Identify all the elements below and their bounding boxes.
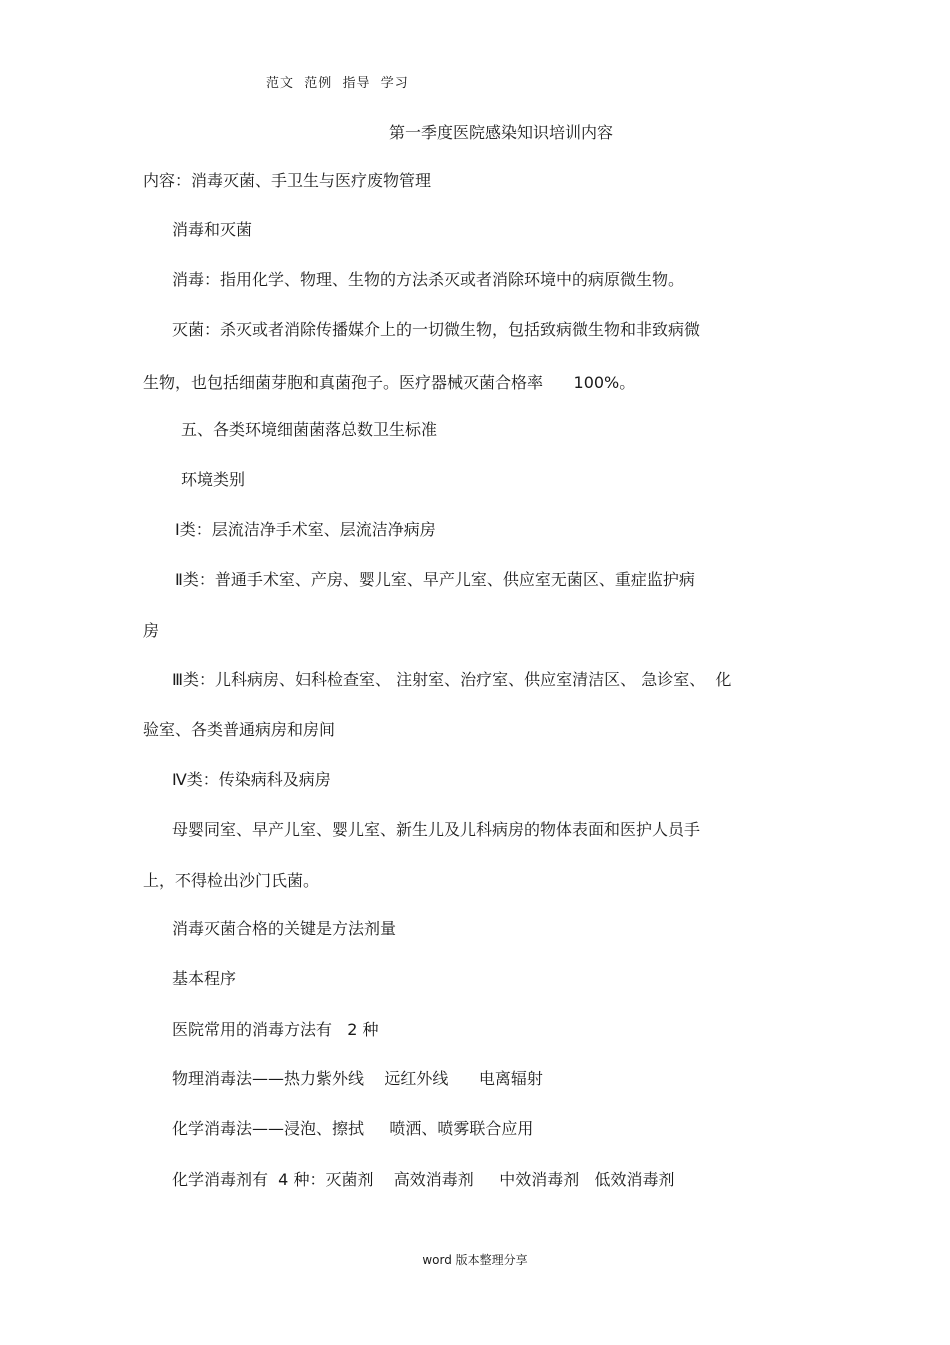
section-heading-disinfection: 消毒和灭菌 [172,220,253,239]
physical-methods-line: 物理消毒法——热力紫外线 远红外线 电离辐射 [172,1069,543,1088]
definition-sterilization-cont: 生物，也包括细菌芽胞和真菌孢子。医疗器械灭菌合格率 100%。 [143,373,636,392]
category-4-line: Ⅳ类：传染病科及病房 [172,770,331,789]
category-2-line-cont: 房 [143,621,160,640]
key-point-line: 消毒灭菌合格的关键是方法剂量 [172,919,397,938]
salmonella-rule-line-cont: 上，不得检出沙门氏菌。 [143,871,320,890]
methods-count-line: 医院常用的消毒方法有 2 种 [172,1020,379,1039]
page-footer: word 版本整理分享 [422,1253,528,1267]
document-title: 第一季度医院感染知识培训内容 [388,123,613,142]
content-summary-line: 内容：消毒灭菌、手卫生与医疗废物管理 [143,171,432,190]
disinfectant-types-line: 化学消毒剂有 4 种：灭菌剂 高效消毒剂 中效消毒剂 低效消毒剂 [172,1170,675,1189]
basic-procedure-heading: 基本程序 [172,969,237,988]
category-3-line-cont: 验室、各类普通病房和房间 [143,720,336,739]
page-header: 范文 范例 指导 学习 [266,76,409,91]
chemical-methods-line: 化学消毒法——浸泡、擦拭 喷洒、喷雾联合应用 [172,1119,534,1138]
category-1-line: Ⅰ类：层流洁净手术室、层流洁净病房 [175,520,436,539]
definition-sterilization: 灭菌：杀灭或者消除传播媒介上的一切微生物，包括致病微生物和非致病微 [172,320,701,339]
category-3-line: Ⅲ类：儿科病房、妇科检查室、 注射室、治疗室、供应室清洁区、 急诊室、 化 [172,670,732,689]
category-2-line: Ⅱ类：普通手术室、产房、婴儿室、早产儿室、供应室无菌区、重症监护病 [175,570,695,589]
section-heading-standards: 五、各类环境细菌菌落总数卫生标准 [181,420,438,439]
definition-disinfection: 消毒：指用化学、物理、生物的方法杀灭或者消除环境中的病原微生物。 [172,270,685,289]
environment-category-label: 环境类别 [181,470,246,489]
salmonella-rule-line: 母婴同室、早产儿室、婴儿室、新生儿及儿科病房的物体表面和医护人员手 [172,820,701,839]
